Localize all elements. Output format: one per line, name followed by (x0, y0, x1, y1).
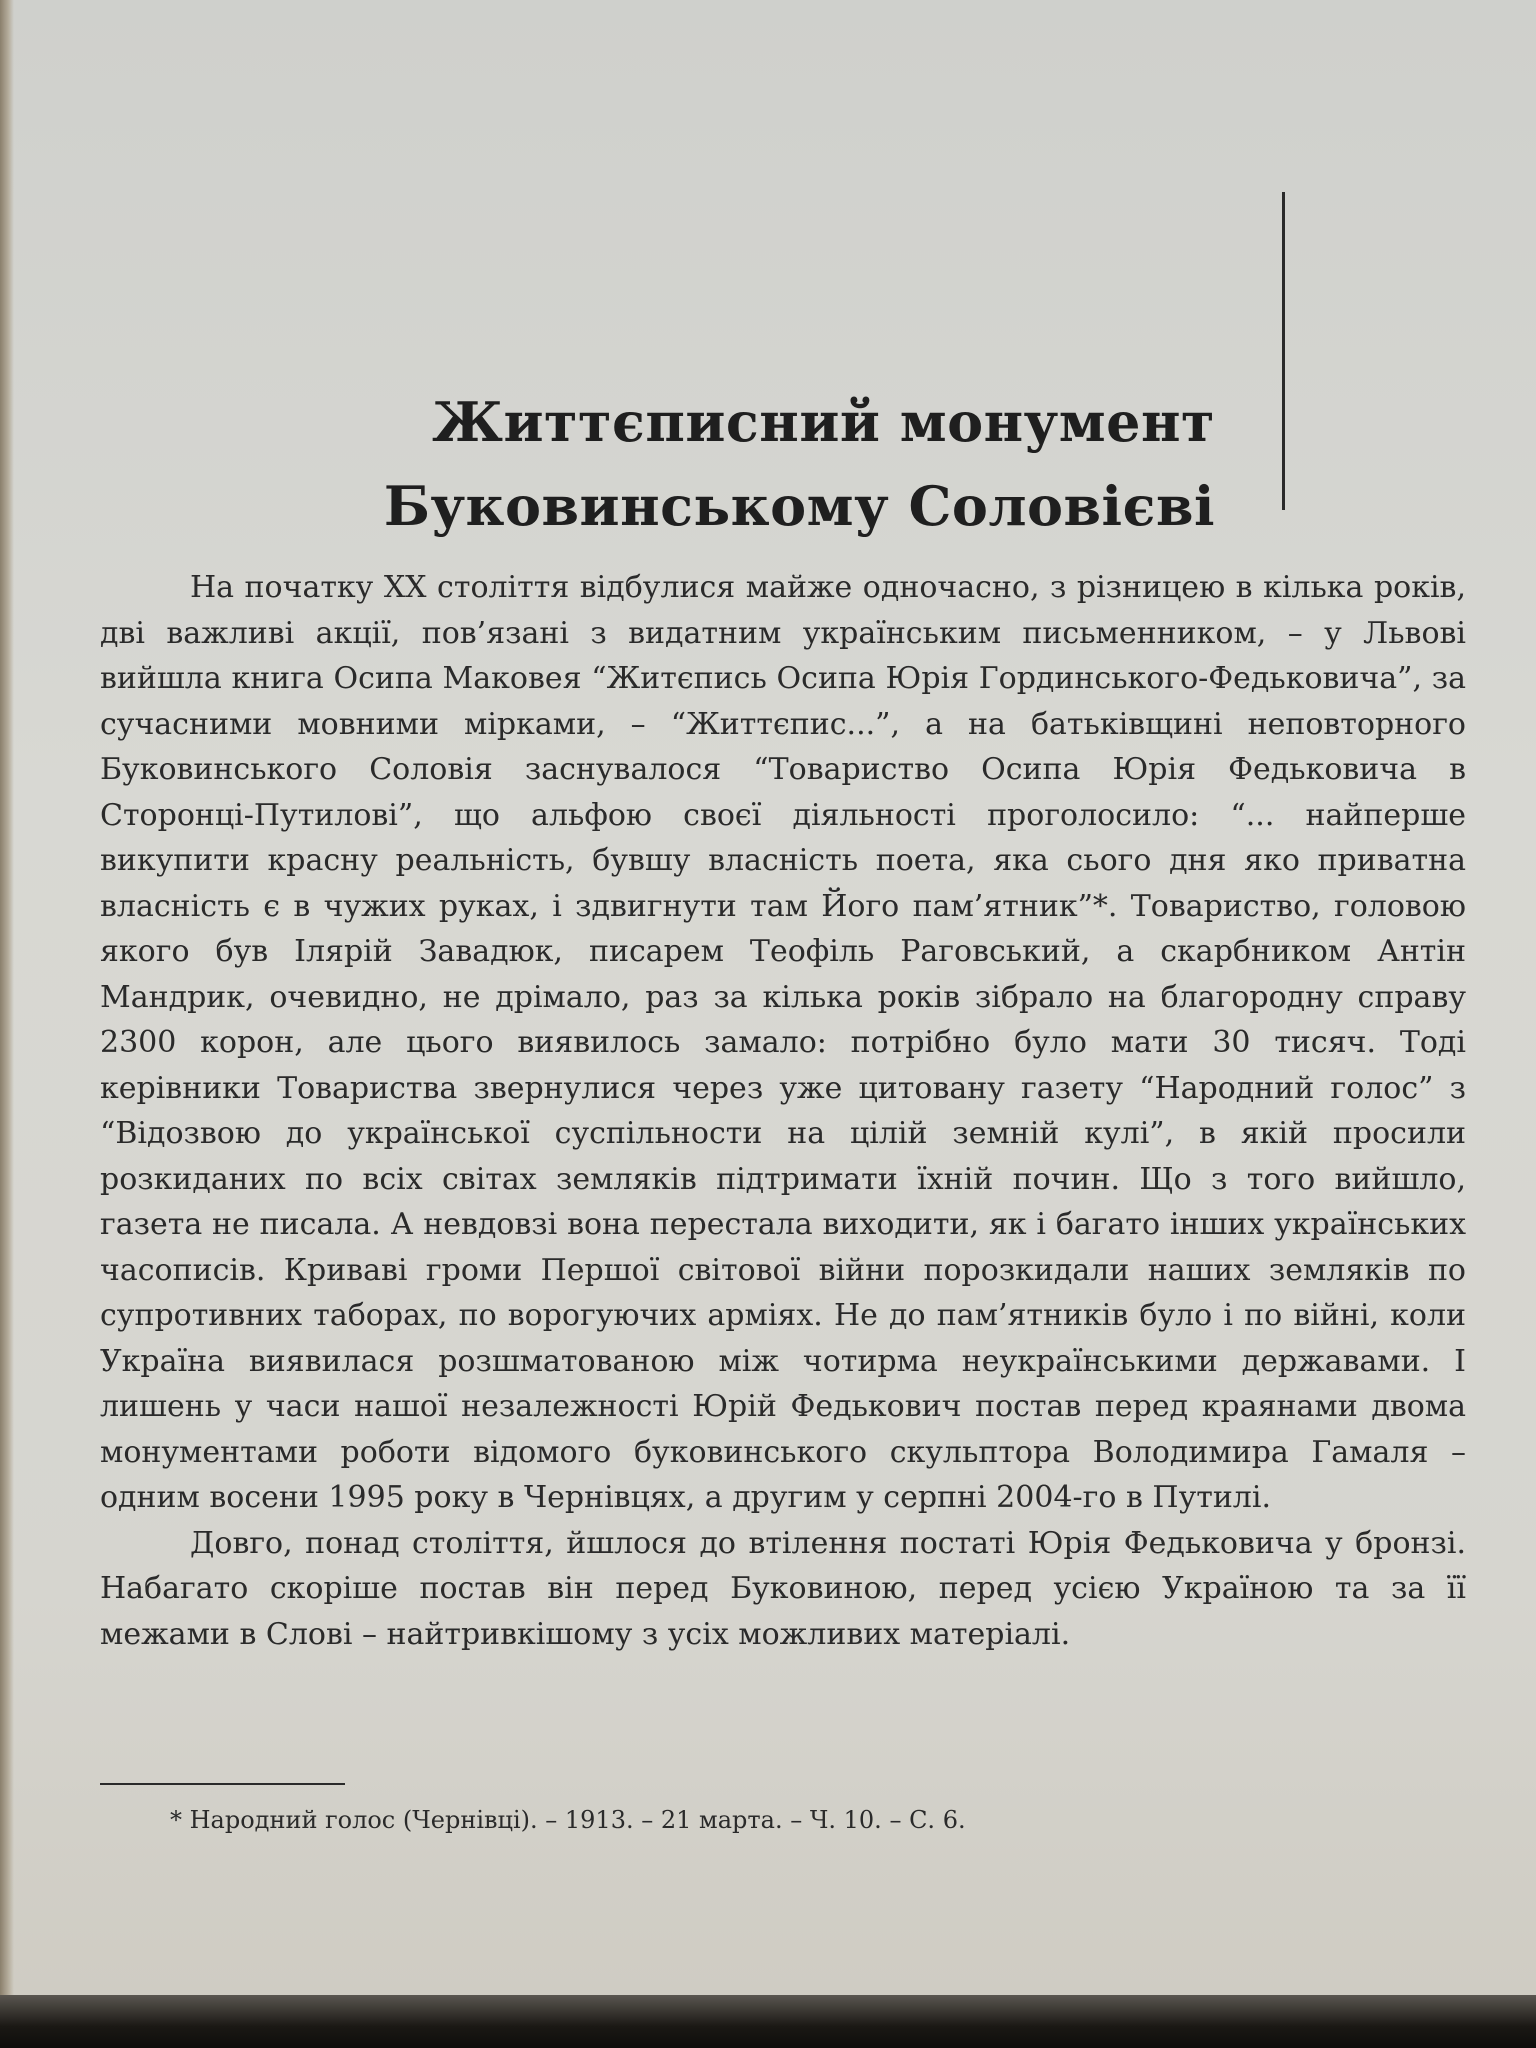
footnote: * Народний голос (Чернівці). – 1913. – 21 марта. – Ч. 10. – С. 6. (170, 1806, 966, 1834)
chapter-title-line-2: Буковинському Соловієві (383, 474, 1215, 538)
paragraph-1: На початку XX століття відбулися майже одночасно, з різницею в кілька років, дві важливі акції, пов’язані з видатним українським письменником, – у Львові вийшла книга Осипа Маковея “Житєпись Осипа Юрія Гординського-Федьковича”, за сучасними мовними мірками, – “Життєпис...”, а на батьківщині неповторного Буковинського Соловія заснувалося “Товариство Осипа Юрія Федьковича в Сторонці-Путилові”, що альфою своєї діяльності проголосило: “... найперше викупити красну реальність, бувшу власність поета, яка сього дня яко приватна власність є в чужих руках, і здвигнути там Його пам’ятник”*. Товариство, головою якого був Ілярій Завадюк, писарем Теофіль Раговський, а скарбником Антін Мандрик, очевидно, не дрімало, раз за кілька років зібрало на благородну справу 2300 корон, але цього виявилось замало: потрібно було мати 30 тисяч. Тоді керівники Товариства звернулися через уже цитовану газету “Народний голос” з “Відозвою до української суспільности на цілій земній кулі”, в якій просили розкиданих по всіх світах земляків підтримати їхній почин. Що з того вийшло, газета не писала. А невдовзі вона перестала виходити, як і багато інших українських часописів. Криваві громи Першої світової війни порозкидали наших земляків по супротивних таборах, по ворогуючих арміях. Не до пам’ятників було і по війні, коли Україна виявилася розшматованою між чотирма неукраїнськими державами. І лишень у часи нашої незалежності Юрій Федькович постав перед краянами двома монументами роботи відомого буковинського скульптора Володимира Гамаля – одним восени 1995 року в Чернівцях, а другим у серпні 2004-го в Путилі. (100, 570, 1466, 1515)
chapter-title (180, 380, 1215, 548)
vertical-rule (1282, 192, 1285, 510)
paragraph-2: Довго, понад століття, йшлося до втілення постаті Юрія Федьковича у бронзі. Набагато скоріше постав він перед Буковиною, перед усією Україною та за її межами в Слові – найтривкішому з усіх можливих матеріалі. (100, 1525, 1466, 1652)
body-text (100, 565, 1466, 1657)
chapter-title-line-1: Життєписний монумент (432, 390, 1215, 454)
page-shadow-edge (0, 1995, 1536, 2048)
footnote-divider (100, 1783, 345, 1785)
